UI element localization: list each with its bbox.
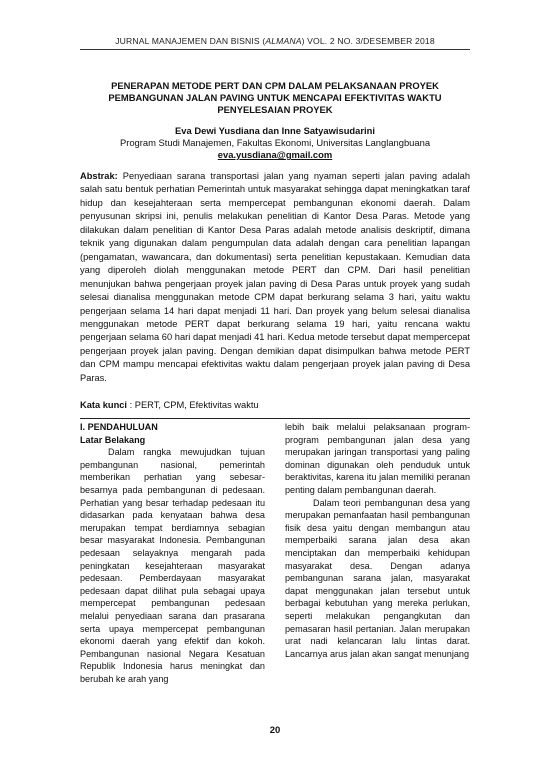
section-heading: I. PENDAHULUAN xyxy=(80,422,158,432)
body-paragraph-right-1: lebih baik melalui pelaksanaan program-program pembangunan jalan desa yang merupakan jaringan transportasi yang paling dominan digunakan oleh penduduk untuk beraktivitas, karena itu jalan memiliki peranan penting dalam pembangunan daerah. xyxy=(285,422,470,495)
body-paragraph-left: Dalam rangka mewujudkan tujuan pembangunan nasional, pemerintah memberikan perhatian yang sebesar-besarnya pada pembangunan di pedesaan. Perhatian yang besar terhadap pedesaan itu didasarkan pada kenyataan bahwa desa merupakan tempat berdiamnya sebagian besar masyarakat Indonesia. Pembangunan pedesaan selayaknya mengarah pada peningkatan kesejahteraan masyarakat pedesaan. Pemberdayaan masyarakat pedesaan dapat dilihat pula sebagai upaya mempercepat pembangunan pedesaan melalui penyediaan sarana dan prasarana serta upaya mempercepat pembangunan ekonomi daerah yang efektif dan kokoh. Pembangunan nasional Negara Kesatuan Republik Indonesia harus meningkat dan berubah ke arah yang xyxy=(80,447,265,684)
author-email: eva.yusdiana@gmail.com xyxy=(217,149,333,160)
journal-header xyxy=(80,36,470,46)
keywords xyxy=(80,399,470,412)
abstract-label: Abstrak: xyxy=(80,171,118,181)
keywords-text: : PERT, CPM, Efektivitas waktu xyxy=(129,400,259,410)
page-number: 20 xyxy=(269,725,281,736)
body-column-right xyxy=(285,421,470,660)
keywords-divider xyxy=(80,418,470,419)
journal-header-name: ALMANA xyxy=(265,36,302,46)
paper-authors: Eva Dewi Yusdiana dan Inne Satyawisudarini xyxy=(175,125,375,136)
abstract xyxy=(80,170,470,385)
abstract-text: Penyediaan sarana transportasi jalan yang nyaman seperti jalan paving adalah salah satu bentuk perhatian Pemerintah untuk masyarakat sehingga dapat meningkatkan taraf hidup dan kesejahteraan serta mempercepat pembangunan ekonomi daerah. Dalam penyusunan skripsi ini, penulis melakukan penelitian di Kantor Desa Paras. Metode yang dilakukan dalam penelitian di Kantor Desa Paras adalah metode analisis deskriptif, dimana teknik yang digunakan dalam pengumpulan data adalah dengan cara penelitian lapangan (pengamatan, wawancara, dan dokumentasi) serta penelitian kepustakaan. Kemudian data yang diperoleh diolah menggunakan metode PERT dan CPM. Dari hasil penelitian menunjukan bahwa pengerjaan proyek jalan paving di Desa Paras untuk proyek yang sudah selesai dianalisa menggunakan metode CPM dapat berkurang selama 3 hari, yaitu waktu pengerjaan selama 14 hari dapat menjadi 11 hari. Dan proyek yang belum selesai dianalisa menggunakan metode PERT dapat berkurang selama 19 hari, yaitu rencana waktu pengerjaan selama 60 hari dapat menjadi 41 hari. Kedua metode tersebut dapat mempercepat pengerjaan proyek jalan paving. Dengan demikian dapat disimpulkan bahwa metode PERT dan CPM mampu mencapai efektivitas waktu dalam pengerjaan proyek jalan paving di Desa Paras. xyxy=(80,171,470,383)
keywords-label: Kata kunci xyxy=(80,400,128,410)
body-column-left xyxy=(80,421,265,685)
header-divider xyxy=(80,49,470,50)
section-subheading: Latar Belakang xyxy=(80,434,146,445)
author-affiliation: Program Studi Manajemen, Fakultas Ekonomi, Universitas Langlangbuana xyxy=(119,137,431,148)
journal-header-suffix: ) VOL. 2 NO. 3/DESEMBER 2018 xyxy=(301,36,435,46)
paper-title: PENERAPAN METODE PERT DAN CPM DALAM PELAKSANAAN PROYEK PEMBANGUNAN JALAN PAVING UNTUK MENCAPAI EFEKTIVITAS WAKTU PENYELESAIAN PROYEK xyxy=(108,80,442,115)
journal-header-prefix: JURNAL MANAJEMEN DAN BISNIS ( xyxy=(115,36,266,46)
body-paragraph-right-2: Dalam teori pembangunan desa yang merupakan pemanfaatan hasil pembangunan fisik desa yaitu dengan membangun atau memperbaiki sarana jalan desa akan menciptakan dan memperbaiki kehidupan masyarakat desa. Dengan adanya pembangunan sarana jalan, masyarakat dapat menggunakan jalan tersebut untuk berbagai kebutuhan yang mereka perlukan, seperti melakukan pengangkutan dan pemasaran hasil pertanian. Jalan merupakan urat nadi kelancaran lalu lintas darat. Lancarnya arus jalan akan sangat menunjang xyxy=(285,497,470,659)
